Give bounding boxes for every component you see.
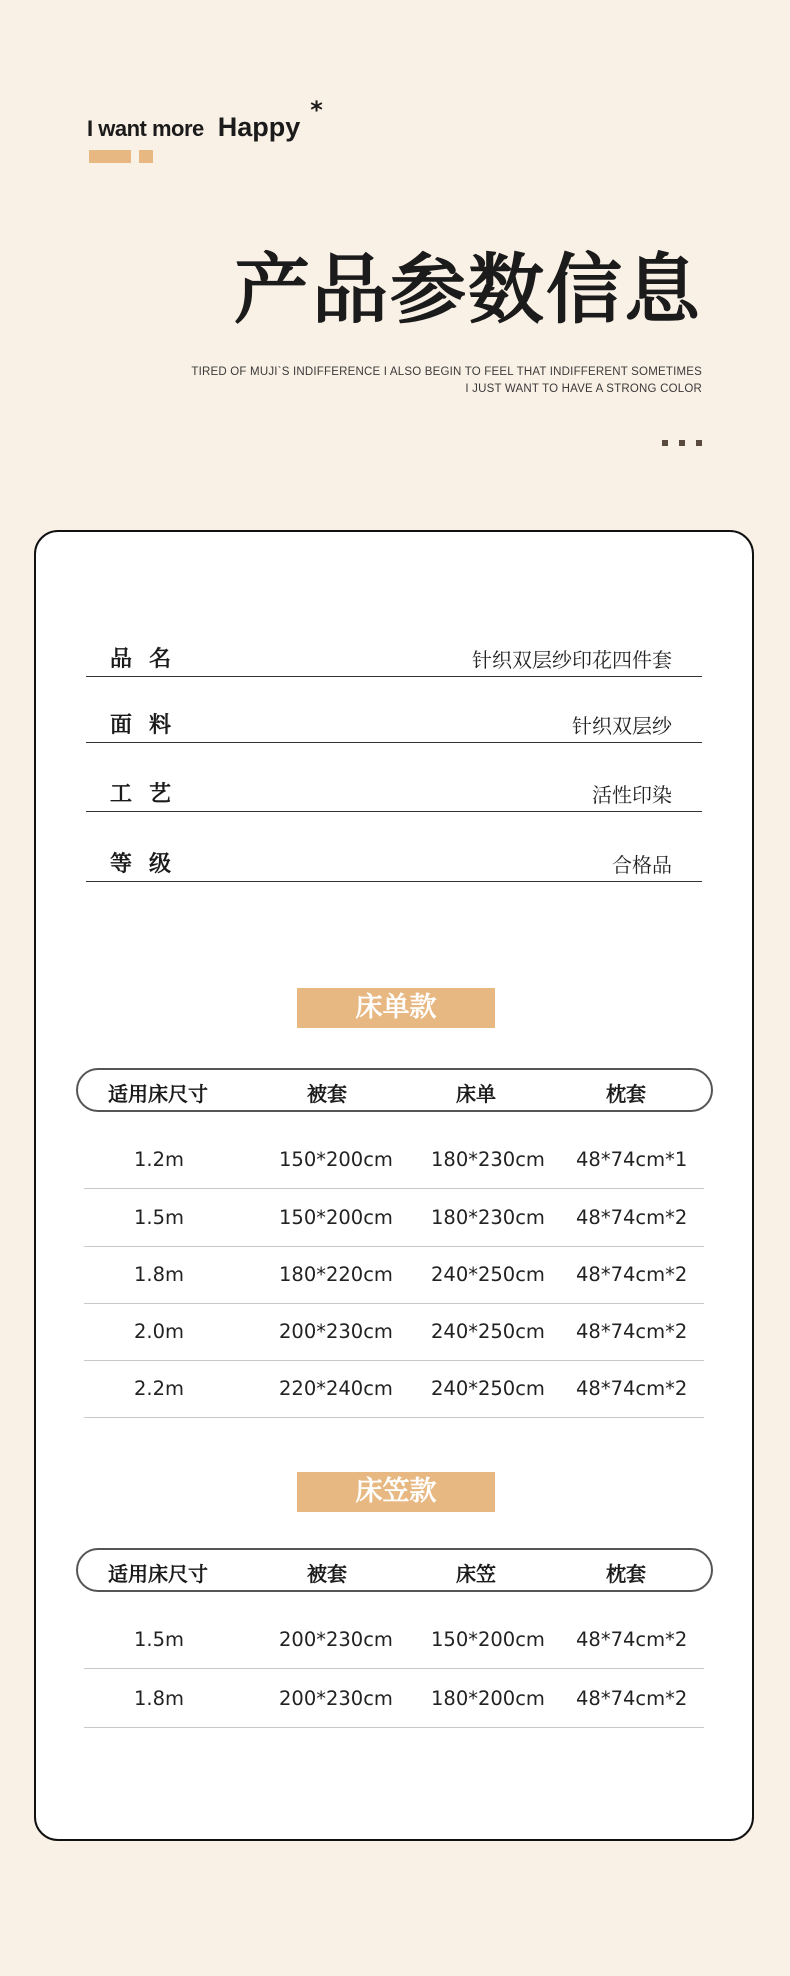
info-row-name bbox=[86, 634, 702, 677]
header-cell: 床笠 bbox=[456, 1562, 496, 1586]
header-cell: 被套 bbox=[307, 1082, 347, 1106]
table-cell: 1.8m bbox=[134, 1263, 185, 1286]
header-cell: 适用床尺寸 bbox=[108, 1082, 208, 1106]
table-row bbox=[84, 1361, 704, 1418]
table-cell: 240*250cm bbox=[431, 1320, 545, 1343]
header-cell: 床单 bbox=[456, 1082, 496, 1106]
header-cell: 枕套 bbox=[606, 1562, 646, 1586]
table-cell: 150*200cm bbox=[431, 1628, 545, 1651]
table-cell: 1.5m bbox=[134, 1628, 185, 1651]
table-cell: 200*230cm bbox=[279, 1687, 393, 1710]
section-tag-fitted-sheet: 床笠款 bbox=[297, 1472, 495, 1512]
table-cell: 1.8m bbox=[134, 1687, 185, 1710]
table-cell: 240*250cm bbox=[431, 1377, 545, 1400]
table-cell: 48*74cm*2 bbox=[576, 1320, 688, 1343]
info-value: 活性印染 bbox=[592, 783, 672, 807]
info-value: 针织双层纱 bbox=[572, 714, 672, 738]
table-header bbox=[76, 1548, 713, 1592]
info-label: 工艺 bbox=[110, 782, 189, 807]
info-value: 合格品 bbox=[612, 853, 672, 877]
table-cell: 240*250cm bbox=[431, 1263, 545, 1286]
page-title: 产品参数信息 bbox=[234, 245, 702, 334]
table-cell: 180*230cm bbox=[431, 1206, 545, 1229]
header-cell: 被套 bbox=[307, 1562, 347, 1586]
table-cell: 48*74cm*2 bbox=[576, 1377, 688, 1400]
table-cell: 2.0m bbox=[134, 1320, 185, 1343]
info-label: 品名 bbox=[110, 647, 189, 672]
accent-bar-long bbox=[89, 150, 131, 163]
subtitle-line-2: I JUST WANT TO HAVE A STRONG COLOR bbox=[465, 383, 702, 395]
info-label: 等级 bbox=[110, 852, 189, 877]
table-header bbox=[76, 1068, 713, 1112]
asterisk-icon: * bbox=[310, 96, 323, 124]
table-cell: 180*230cm bbox=[431, 1148, 545, 1171]
info-row-grade bbox=[86, 839, 702, 882]
header-cell: 适用床尺寸 bbox=[108, 1562, 208, 1586]
table-cell: 200*230cm bbox=[279, 1628, 393, 1651]
table-cell: 2.2m bbox=[134, 1377, 185, 1400]
tagline-happy: Happy bbox=[217, 112, 301, 142]
table-cell: 48*74cm*1 bbox=[576, 1148, 688, 1171]
table-cell: 180*200cm bbox=[431, 1687, 545, 1710]
table-cell: 48*74cm*2 bbox=[576, 1628, 688, 1651]
table-cell: 48*74cm*2 bbox=[576, 1206, 688, 1229]
table-cell: 150*200cm bbox=[279, 1148, 393, 1171]
table-cell: 150*200cm bbox=[279, 1206, 393, 1229]
accent-bar-short bbox=[139, 150, 153, 163]
info-row-fabric bbox=[86, 700, 702, 743]
tagline-text: I want more bbox=[87, 116, 204, 141]
table-row bbox=[84, 1132, 704, 1189]
table-row bbox=[84, 1304, 704, 1361]
table-row bbox=[84, 1612, 704, 1669]
table-cell: 220*240cm bbox=[279, 1377, 393, 1400]
table-cell: 1.5m bbox=[134, 1206, 185, 1229]
table-cell: 200*230cm bbox=[279, 1320, 393, 1343]
table-cell: 48*74cm*2 bbox=[576, 1687, 688, 1710]
table-row bbox=[84, 1190, 704, 1247]
table-cell: 48*74cm*2 bbox=[576, 1263, 688, 1286]
table-row bbox=[84, 1671, 704, 1728]
header-cell: 枕套 bbox=[606, 1082, 646, 1106]
table-row bbox=[84, 1247, 704, 1304]
info-row-craft bbox=[86, 769, 702, 812]
table-cell: 180*220cm bbox=[279, 1263, 393, 1286]
decorative-dots bbox=[662, 440, 702, 446]
section-tag-flat-sheet: 床单款 bbox=[297, 988, 495, 1028]
subtitle-line-1: TIRED OF MUJI`S INDIFFERENCE I ALSO BEGIN TO FEEL THAT INDIFFERENT SOMETIMES bbox=[191, 366, 702, 378]
table-cell: 1.2m bbox=[134, 1148, 185, 1171]
info-value: 针织双层纱印花四件套 bbox=[472, 648, 672, 672]
header-tagline bbox=[87, 96, 323, 143]
info-label: 面料 bbox=[110, 713, 189, 738]
